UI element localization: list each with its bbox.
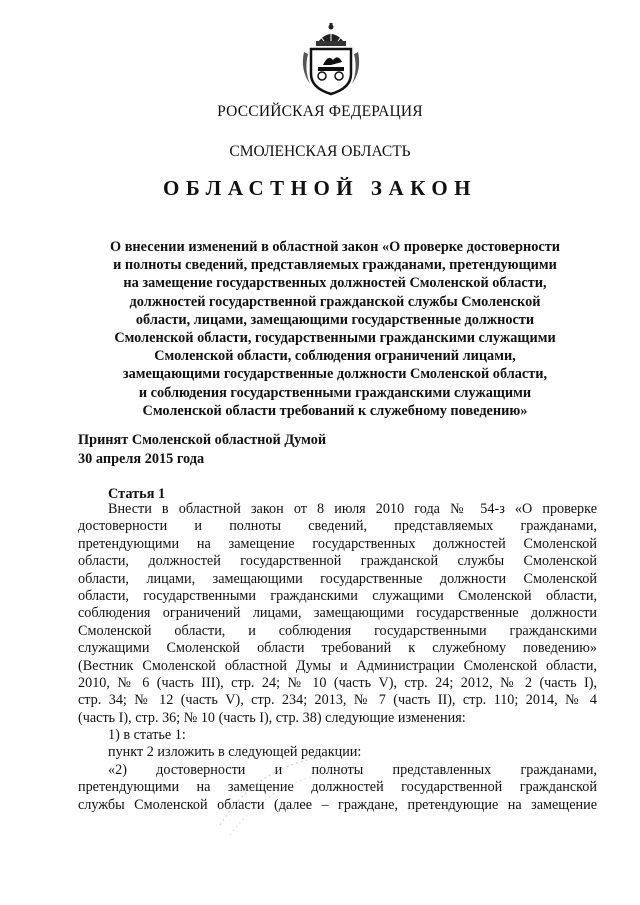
country-name: РОССИЙСКАЯ ФЕДЕРАЦИЯ — [217, 103, 423, 120]
article-line: достоверности и полноты сведений, представляемых гражданами, — [78, 518, 597, 535]
article-line: стр. 34; № 12 (часть V), стр. 234; 2013, № 7 (часть II), стр. 110; 2014, № 4 — [78, 692, 597, 709]
coat-of-arms-emblem — [298, 22, 364, 96]
law-title-line: и соблюдения государственными гражданскими служащими — [138, 384, 532, 401]
article-line: 1) в статье 1: — [108, 727, 186, 744]
article-line: (часть I), стр. 36; № 10 (часть I), стр. 38) следующие изменения: — [78, 709, 466, 726]
adoption-date: 30 апреля 2015 года — [78, 450, 205, 467]
law-title-line: замещающими государственные должности Смоленской области, — [122, 366, 548, 383]
article-line: области, должностей государственной гражданской службы Смоленской — [78, 553, 597, 570]
law-title — [95, 238, 575, 420]
faint-seal-stamp — [200, 740, 360, 840]
article-line: Внести в областной закон от 8 июля 2010 года № 54-з «О проверке — [108, 501, 597, 517]
law-title-line: области, лицами, замещающими государственные должности — [135, 311, 535, 328]
law-title-line: на замещение государственных должностей Смоленской области, — [123, 275, 547, 292]
adoption-info — [78, 431, 326, 468]
law-title-line: О внесении изменений в областной закон «О проверке достоверности — [110, 239, 560, 255]
article-line: претендующими на замещение должностей государственной гражданской — [78, 779, 597, 796]
article-line: «2) достоверности и полноты представленных гражданами, — [108, 761, 597, 778]
law-title-line: Смоленской области, государственными гражданскими служащими — [114, 330, 556, 347]
adoption-body: Принят Смоленской областной Думой — [78, 432, 327, 448]
article-line: соблюдения ограничений лицами, замещающими государственные должности — [78, 605, 597, 622]
article-line: области, государственными гражданскими служащими Смоленской области, — [78, 587, 597, 604]
law-title-line: Смоленской области, соблюдения ограничений лицами, — [154, 348, 516, 365]
law-title-line: Смоленской области требований к служебному поведению» — [142, 402, 528, 419]
article-line: службы Смоленской области (далее – граждане, претендующие на замещение — [78, 796, 597, 813]
law-title-line: должностей государственной гражданской службы Смоленской — [129, 293, 541, 310]
article-line: (Вестник Смоленской областной Думы и Администрации Смоленской области, — [78, 657, 597, 674]
law-title-line: и полноты сведений, представляемых гражданами, претендующими — [113, 257, 557, 274]
region-name: СМОЛЕНСКАЯ ОБЛАСТЬ — [229, 143, 411, 160]
article-line: 2010, № 6 (часть III), стр. 24; № 10 (часть V), стр. 24; 2012, № 2 (часть I), — [78, 674, 597, 691]
article-heading: Статья 1 — [108, 486, 166, 502]
article-line: пункт 2 изложить в следующей редакции: — [108, 744, 362, 761]
article-line: области, лицами, замещающими государственные должности Смоленской — [78, 570, 597, 587]
article-line: претендующими на замещение государственных должностей Смоленской — [78, 535, 597, 552]
article-line: служащими Смоленской области требований к служебному поведению» — [78, 640, 597, 657]
document-type-heading: ОБЛАСТНОЙ ЗАКОН — [162, 176, 477, 200]
article-line: Смоленской области, и соблюдения государственными гражданскими — [78, 622, 597, 639]
